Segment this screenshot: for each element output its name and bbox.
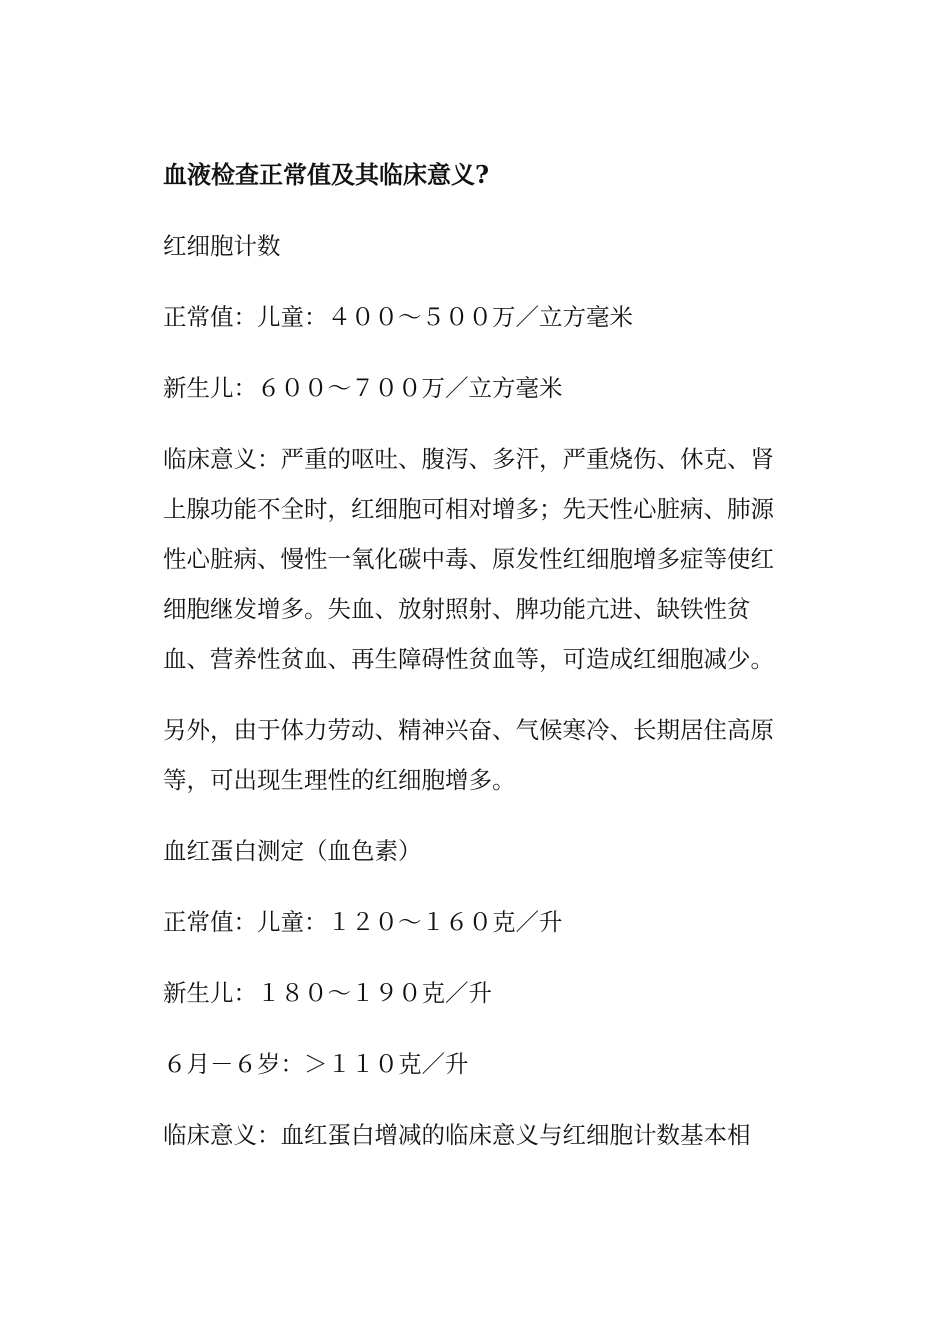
rbc-clinical-line-1: 临床意义：严重的呕吐、腹泻、多汗，严重烧伤、休克、肾 bbox=[163, 445, 774, 473]
rbc-clinical-paragraph bbox=[163, 434, 793, 684]
rbc-additional-paragraph bbox=[163, 705, 793, 805]
hb-heading: 血红蛋白测定（血色素） bbox=[163, 837, 422, 865]
rbc-clinical-line-3: 性心脏病、慢性一氧化碳中毒、原发性红细胞增多症等使红 bbox=[163, 545, 774, 573]
document-title: 血液检查正常值及其临床意义? bbox=[163, 160, 490, 189]
rbc-clinical-line-4: 细胞继发增多。失血、放射照射、脾功能亢进、缺铁性贫 bbox=[163, 595, 751, 623]
rbc-clinical-line-2: 上腺功能不全时，红细胞可相对增多；先天性心脏病、肺源 bbox=[163, 495, 774, 523]
rbc-normal-children: 正常值：儿童：４００～５００万／立方毫米 bbox=[163, 303, 633, 331]
hb-normal-children: 正常值：儿童：１２０～１６０克／升 bbox=[163, 908, 563, 936]
rbc-heading: 红细胞计数 bbox=[163, 232, 281, 260]
rbc-additional-line-1: 另外，由于体力劳动、精神兴奋、气候寒冷、长期居住高原 bbox=[163, 716, 774, 744]
hb-normal-6m-6y: ６月－６岁：＞１１０克／升 bbox=[163, 1050, 469, 1078]
hb-clinical: 临床意义：血红蛋白增减的临床意义与红细胞计数基本相 bbox=[163, 1121, 751, 1149]
rbc-normal-newborn: 新生儿：６００～７００万／立方毫米 bbox=[163, 374, 563, 402]
rbc-clinical-line-5: 血、营养性贫血、再生障碍性贫血等，可造成红细胞减少。 bbox=[163, 645, 774, 673]
document-page bbox=[163, 150, 793, 1181]
hb-normal-newborn: 新生儿：１８０～１９０克／升 bbox=[163, 979, 492, 1007]
rbc-additional-line-2: 等，可出现生理性的红细胞增多。 bbox=[163, 766, 516, 794]
